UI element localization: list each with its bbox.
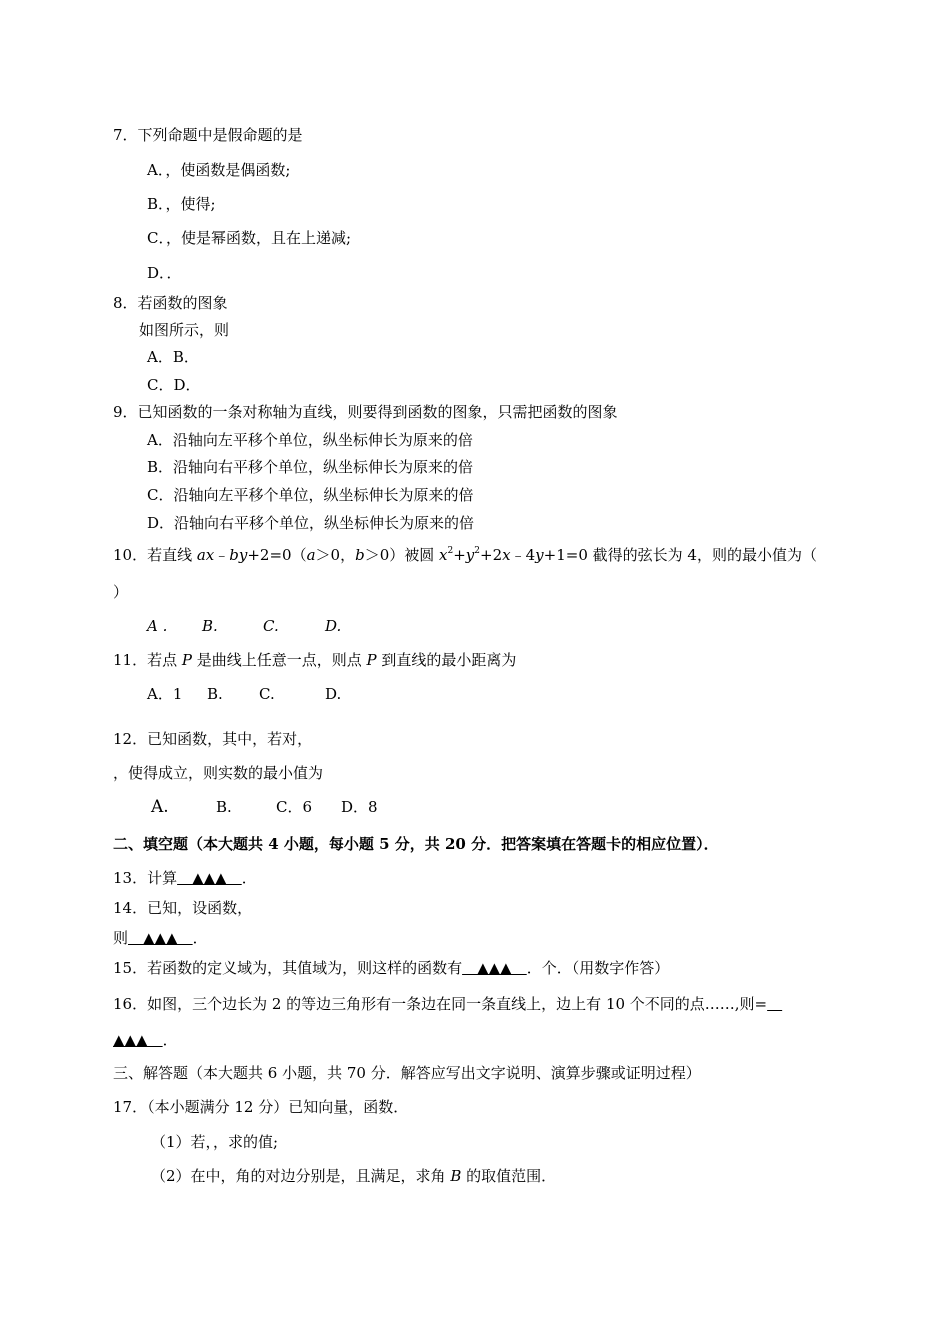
q12-option-c: C．6: [276, 798, 313, 816]
q16-answer-line: ▲▲▲ ．: [113, 1031, 178, 1049]
q9-option-c: C．沿轴向左平移个单位，纵坐标伸长为原来的倍: [147, 486, 474, 504]
q16-stem: 16．如图，三个边长为 2 的等边三角形有一条边在同一条直线上，边上有 10 个不同的点……,则=: [113, 994, 782, 1014]
q7-option-b: B．，使得;: [147, 195, 216, 213]
q17-part-1: （1）若，，求的值;: [151, 1133, 279, 1151]
q11-option-b: B.: [207, 685, 223, 703]
q10-stem-close: ）: [113, 583, 129, 601]
q12-option-d: D．8: [341, 798, 378, 816]
q11-option-c: C.: [259, 685, 275, 703]
q8-options-ab: A．B．: [147, 348, 199, 366]
q13-answer-blank[interactable]: ▲▲▲: [177, 869, 242, 887]
q14-stem: 14．已知，设函数，: [113, 899, 253, 917]
q17-stem: 17．（本小题满分 12 分）已知向量，函数．: [113, 1098, 409, 1116]
q9-stem: 9．已知函数的一条对称轴为直线，则要得到函数的图象，只需把函数的图象: [113, 403, 618, 421]
q10-option-d: D.: [325, 617, 342, 635]
q10-stem: 10．若直线 ax﹣by+2=0（a＞0，b＞0）被圆 $x^2+y^2+2x﹣4y+1=0$ 截得的弦长为 4，则的最小值为（: [113, 546, 817, 564]
q11-option-a: A．1: [147, 685, 183, 703]
q8-stem: 8．若函数的图象: [113, 294, 228, 312]
q11-stem: 11．若点 P 是曲线上任意一点，则点 P 到直线的最小距离为: [113, 651, 517, 669]
q16-answer-blank-start[interactable]: [767, 995, 782, 1013]
q7-option-c: C．，使是幂函数，且在上递减;: [147, 229, 352, 247]
q7-option-a: A．，使函数是偶函数;: [147, 161, 291, 179]
q10-option-c: C.: [263, 617, 279, 635]
q14-answer-blank[interactable]: ▲▲▲: [128, 929, 193, 947]
q8-options-cd: C．D．: [147, 376, 201, 394]
q14-answer-line: 则 ▲▲▲ ．: [113, 929, 208, 947]
section-3-heading: 三、解答题（本大题共 6 小题，共 70 分．解答应写出文字说明、演算步骤或证明过程）: [113, 1064, 701, 1082]
q7-option-d: D．．: [147, 264, 182, 282]
q9-option-b: B．沿轴向右平移个单位，纵坐标伸长为原来的倍: [147, 458, 474, 476]
q15: 15．若函数的定义域为，其值域为，则这样的函数有 ▲▲▲ ．个．（用数字作答）: [113, 959, 670, 977]
q11-option-d: D.: [325, 685, 342, 703]
q10-option-b: B.: [202, 617, 218, 635]
q16-answer-blank[interactable]: ▲▲▲: [113, 1031, 163, 1049]
section-2-heading: 二、填空题（本大题共 4 小题，每小题 5 分，共 20 分．把答案填在答题卡的相应位置）．: [113, 835, 719, 853]
q17-part-2: （2）在中，角的对边分别是，且满足，求角 B 的取值范围．: [151, 1167, 557, 1185]
q9-option-a: A．沿轴向左平移个单位，纵坐标伸长为原来的倍: [147, 431, 473, 449]
q7-stem: 7．下列命题中是假命题的是: [113, 126, 303, 144]
q12-option-a: A.: [151, 797, 169, 817]
q13: 13．计算 ▲▲▲ ．: [113, 869, 257, 887]
q8-stem-continued: 如图所示，则: [139, 321, 230, 339]
q12-stem: 12．已知函数，其中，若对，: [113, 730, 313, 748]
q15-answer-blank[interactable]: ▲▲▲: [462, 959, 527, 977]
q12-stem-continued: ，使得成立，则实数的最小值为: [113, 764, 324, 782]
q12-option-b: B.: [216, 798, 232, 816]
q10-option-a: A .: [147, 617, 168, 635]
q9-option-d: D．沿轴向右平移个单位，纵坐标伸长为原来的倍: [147, 514, 475, 532]
